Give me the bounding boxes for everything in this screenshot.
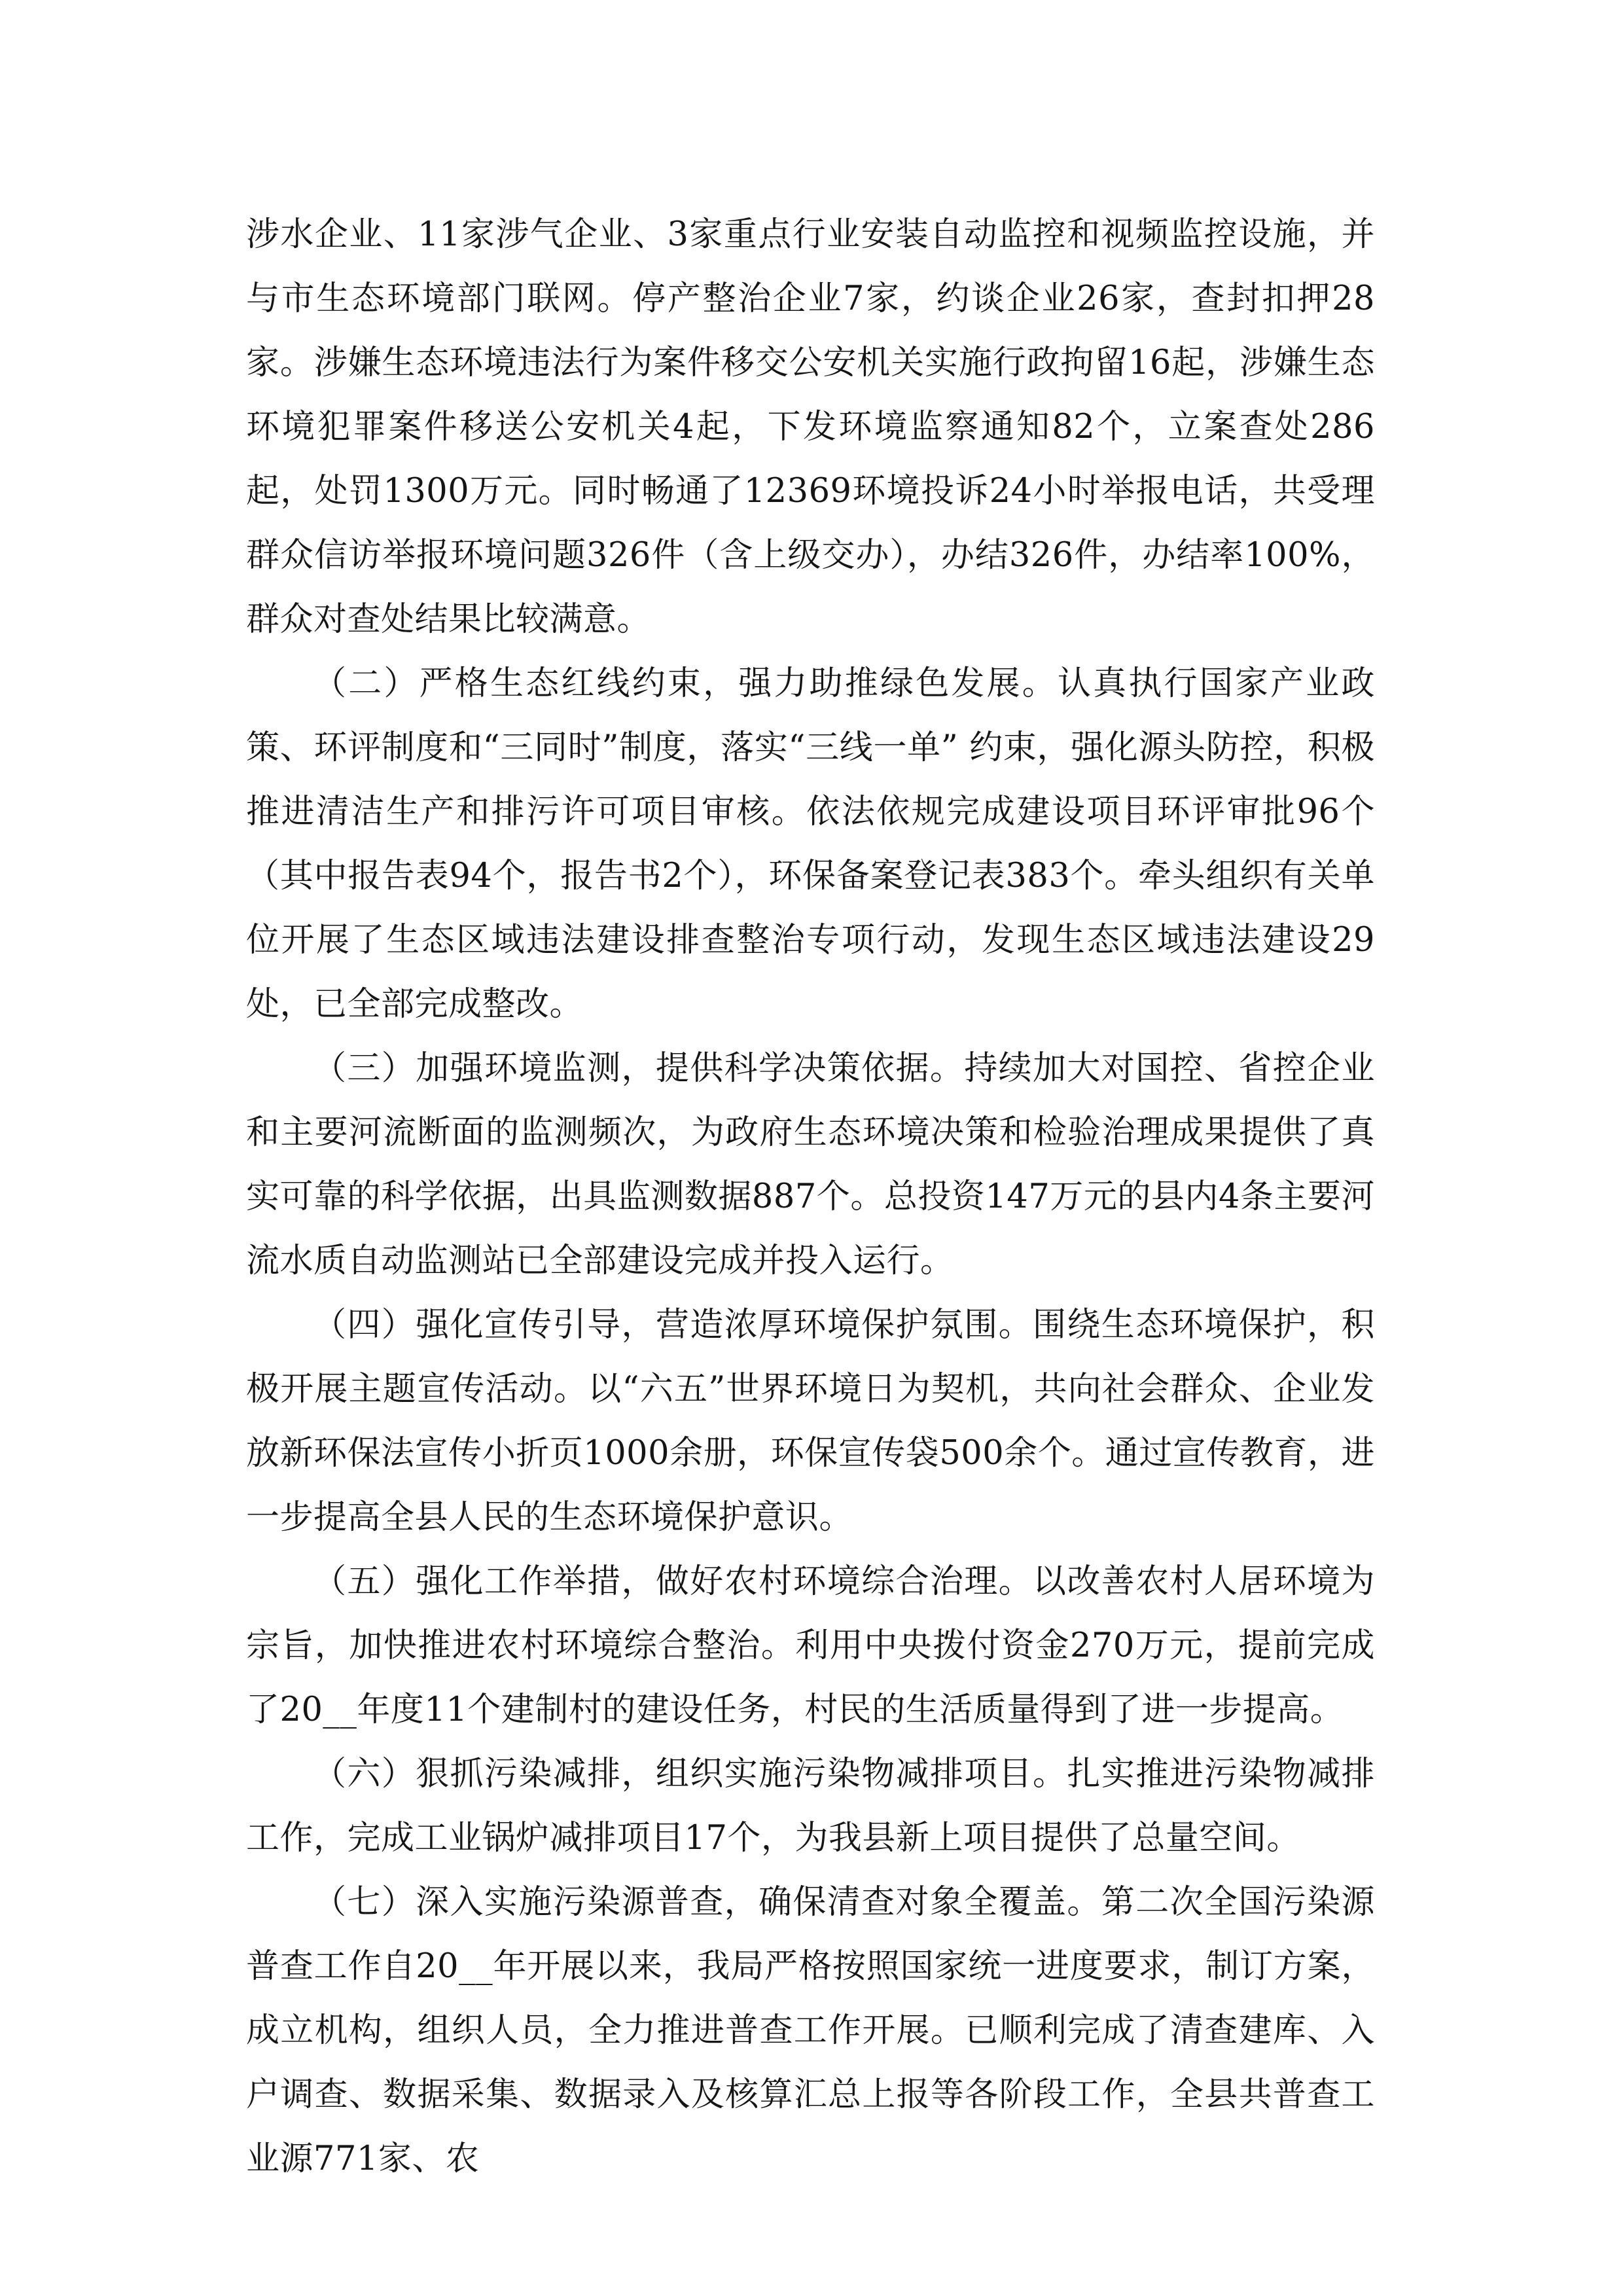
paragraph-section-3: （三）加强环境监测，提供科学决策依据。持续加大对国控、省控企业和主要河流断面的监测频次，为政府生态环境决策和检验治理成果提供了真实可靠的科学依据，出具监测数据887个。总投资147万元的县内4条主要河流水质自动监测站已全部建设完成并投入运行。 [246,1049,1375,1280]
document-body [246,203,1375,2191]
paragraph-section-4: （四）强化宣传引导，营造浓厚环境保护氛围。围绕生态环境保护，积极开展主题宣传活动。以“六五”世界环境日为契机，共向社会群众、企业发放新环保法宣传小折页1000余册，环保宣传袋500余个。通过宣传教育，进一步提高全县人民的生态环境保护意识。 [246,1306,1375,1537]
paragraph-section-2: （二）严格生态红线约束，强力助推绿色发展。认真执行国家产业政策、环评制度和“三同时”制度，落实“三线一单” 约束，强化源头防控，积极推进清洁生产和排污许可项目审核。依法依规完成建设项目环评审批96个（其中报告表94个，报告书2个），环保备案登记表383个。牵头组织有关单位开展了生态区域违法建设排查整治专项行动，发现生态区域违法建设29处，已全部完成整改。 [246,664,1375,1024]
paragraph-section-5: （五）强化工作举措，做好农村环境综合治理。以改善农村人居环境为宗旨，加快推进农村环境综合整治。利用中央拨付资金270万元，提前完成了20__年度11个建制村的建设任务，村民的生活质量得到了进一步提高。 [246,1562,1375,1729]
paragraph-section-7: （七）深入实施污染源普查，确保清查对象全覆盖。第二次全国污染源普查工作自20__年开展以来，我局严格按照国家统一进度要求，制订方案，成立机构，组织人员，全力推进普查工作开展。已顺利完成了清查建库、入户调查、数据采集、数据录入及核算汇总上报等各阶段工作，全县共普查工业源771家、农 [246,1883,1375,2178]
paragraph-section-6: （六）狠抓污染减排，组织实施污染物减排项目。扎实推进污染物减排工作，完成工业锅炉减排项目17个，为我县新上项目提供了总量空间。 [246,1755,1375,1857]
paragraph-continuation: 涉水企业、11家涉气企业、3家重点行业安装自动监控和视频监控设施，并与市生态环境部门联网。停产整治企业7家，约谈企业26家，查封扣押28家。涉嫌生态环境违法行为案件移交公安机关实施行政拘留16起，涉嫌生态环境犯罪案件移送公安机关4起，下发环境监察通知82个，立案查处286起，处罚1300万元。同时畅通了12369环境投诉24小时举报电话，共受理群众信访举报环境问题326件（含上级交办），办结326件，办结率100%，群众对查处结果比较满意。 [246,215,1375,639]
